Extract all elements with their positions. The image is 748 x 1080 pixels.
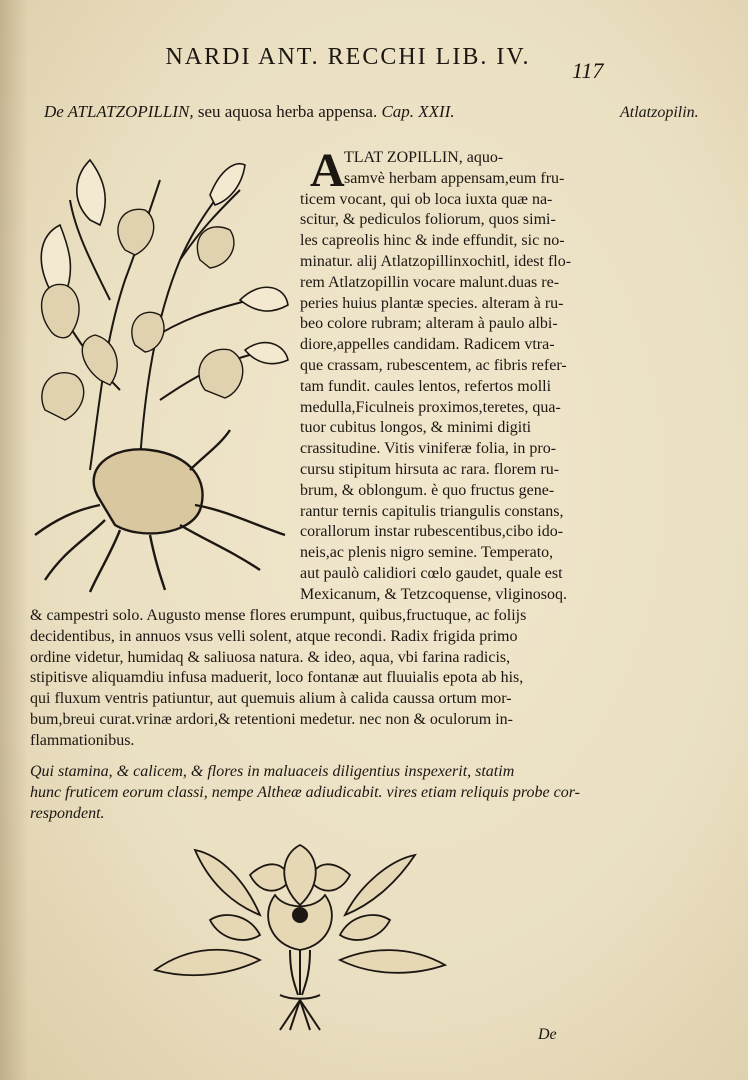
- text-line: minatur. alij Atlatzopillinxochitl, idest flo-: [300, 252, 572, 270]
- text-line: decidentibus, in annuos vsus velli solent, atque recondi. Radix frigida primo: [30, 627, 518, 645]
- margin-note: Atlatzopilin.: [620, 104, 699, 121]
- text-line: rantur ternis capitulis triangulis constans,: [300, 502, 564, 520]
- text-line: stipitisve aliquamdiu infusa maduerit, loco fontanæ aut fluuialis epota ab his,: [30, 669, 524, 687]
- drop-cap: A: [310, 144, 345, 197]
- text-line: neis,ac plenis nigro semine. Temperato,: [300, 544, 554, 562]
- text-line: peries huius plantæ species. alteram à ru-: [300, 294, 564, 312]
- note-line: Qui stamina, & calicem, & flores in maluaceis diligentius inspexerit, statim: [30, 763, 515, 780]
- page-number: 117: [572, 58, 604, 83]
- heading-subtitle: seu aquosa herba appensa.: [193, 102, 378, 121]
- text-line: & campestri solo. Augusto mense flores erumpunt, quibus,fructuque, ac folijs: [30, 607, 527, 624]
- text-line: beo colore rubram; alteram à paulo albi-: [300, 315, 558, 333]
- heading-chapter-number: Cap. XXII.: [377, 102, 455, 121]
- text-column-full: [30, 606, 590, 752]
- running-head: NARDI ANT. RECCHI LIB. IV.: [165, 44, 531, 70]
- chapter-heading: [44, 102, 604, 122]
- catchword: De: [538, 1026, 557, 1043]
- text-line: brum, & oblongum. è quo fructus gene-: [300, 481, 555, 499]
- text-line: rem Atlatzopillin vocare malunt.duas re-: [300, 273, 560, 291]
- text-line: que crassam, rubescentem, ac fibris refer-: [300, 356, 567, 374]
- text-line: cursu stipitum hirsuta ac rara. florem ru-: [300, 460, 560, 478]
- text-line: tuor cubitus longos, & minimi digiti: [300, 419, 532, 437]
- text-column-right: [300, 144, 600, 606]
- text-line: aut paulò calidiori cœlo gaudet, quale est: [300, 564, 563, 582]
- text-line: flammationibus.: [30, 731, 135, 749]
- text-line: les capreolis hinc & inde effundit, sic no-: [300, 232, 565, 250]
- text-line: qui fluxum ventris patiuntur, aut quemuis alium à calida caussa ortum mor-: [30, 690, 512, 708]
- note-line: respondent.: [30, 804, 105, 822]
- text-line: ticem vocant, qui ob loca iuxta quæ na-: [300, 190, 553, 208]
- text-line: samvè herbam appensam,eum fru-: [344, 169, 565, 187]
- text-line: TLAT ZOPILLIN, aquo-: [344, 149, 504, 166]
- text-line: medulla,Ficulneis proximos,teretes, qua-: [300, 398, 561, 416]
- text-line: ordine videtur, humidaq & saliuosa natura. & ideo, aqua, vbi farina radicis,: [30, 648, 511, 666]
- text-line: bum,breui curat.vrinæ ardori,& retentioni medetur. nec non & oculorum in-: [30, 710, 513, 728]
- text-line: Mexicanum, & Tetzcoquense, vliginosoq.: [300, 585, 567, 603]
- text-line: crassitudine. Vitis viniferæ folia, in pro-: [300, 440, 557, 458]
- text-line: scitur, & pediculos foliorum, quos simi-: [300, 211, 556, 229]
- plant-woodcut: [30, 140, 292, 595]
- editorial-note: [30, 762, 590, 824]
- text-line: corallorum instar rubescentibus,cibo ido-: [300, 523, 564, 541]
- heading-de: De: [44, 102, 68, 121]
- gutter-shadow: [0, 0, 28, 1080]
- text-line: diore,appelles candidam. Radicem vtra-: [300, 336, 555, 354]
- text-line: tam fundit. caules lentos, refertos molli: [300, 377, 552, 395]
- note-line: hunc fruticem eorum classi, nempe Altheæ adiudicabit. vires etiam reliquis probe cor-: [30, 783, 580, 801]
- heading-plant-name: ATLATZOPILLIN,: [67, 102, 194, 121]
- flower-woodcut: [150, 835, 450, 1035]
